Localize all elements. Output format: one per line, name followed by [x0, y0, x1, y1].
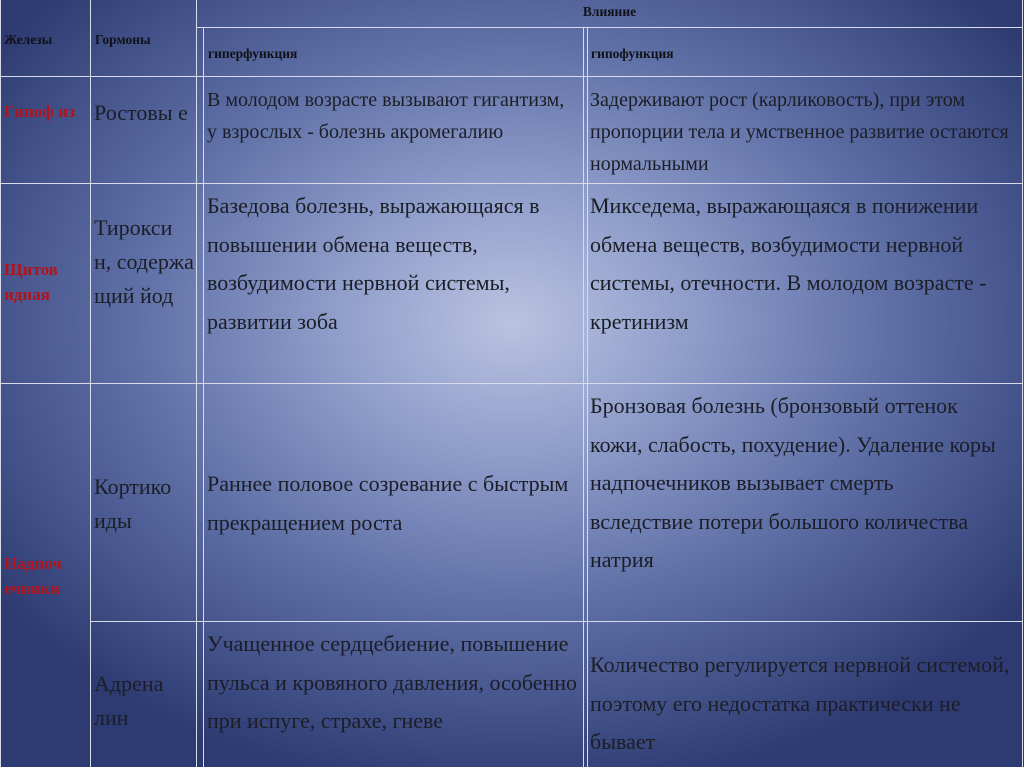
- hypo-effect-adrenaline: Количество регулируется нервной системой, поэтому его недостатка практически не бывает: [590, 652, 1010, 754]
- grid-line: [0, 183, 1023, 184]
- grid-line: [196, 27, 1023, 28]
- grid-line: [90, 621, 1023, 622]
- hyper-effect-corticoids: Раннее половое созревание с быстрым прекращением роста: [207, 471, 569, 535]
- grid-line: [587, 27, 588, 767]
- gland-adrenals: Надпоч ечники: [4, 554, 62, 598]
- grid-line: [583, 27, 584, 767]
- hyper-effect-adrenaline: Учащенное сердцебиение, повышение пульса и кровяного давления, особенно при испуге, страхе, гневе: [207, 631, 578, 733]
- hormone-corticoids: Кортико иды: [94, 474, 172, 534]
- hypo-effect-growth: Задерживают рост (карликовость), при этом пропорции тела и умственное развитие остаются нормальными: [590, 89, 1009, 175]
- grid-line: [0, 76, 1023, 77]
- header-influence: Влияние: [582, 4, 637, 19]
- header-hypofunction: гипофункция: [591, 46, 674, 61]
- header-hormones: Гормоны: [95, 32, 151, 47]
- hypo-effect-thyroxine: Микседема, выражающаяся в понижении обмена веществ, возбудимости нервной системы, отечности. В молодом возрасте - кретинизм: [590, 193, 987, 334]
- hormone-adrenaline: Адрена лин: [94, 671, 164, 731]
- header-hyperfunction: гиперфункция: [208, 46, 298, 61]
- gland-pituitary: Гипоф из: [4, 102, 75, 121]
- grid-line: [203, 27, 204, 767]
- header-glands: Железы: [4, 32, 53, 47]
- hyper-effect-thyroxine: Базедова болезнь, выражающаяся в повышении обмена веществ, возбудимости нервной системы, развитии зоба: [207, 193, 540, 334]
- hormone-thyroxine: Тирокси н, содержа щий йод: [94, 215, 194, 309]
- hyper-effect-growth: В молодом возрасте вызывают гигантизм, у взрослых - болезнь акромегалию: [207, 89, 565, 143]
- gland-thyroid: Щитов идная: [4, 260, 58, 304]
- grid-line: [0, 383, 1023, 384]
- hypo-effect-corticoids: Бронзовая болезнь (бронзовый оттенок кожи, слабость, похудение). Удаление коры надпочечников вызывает смерть вследствие потери большого количества натрия: [590, 393, 996, 572]
- hormone-growth: Ростовы е: [94, 100, 188, 125]
